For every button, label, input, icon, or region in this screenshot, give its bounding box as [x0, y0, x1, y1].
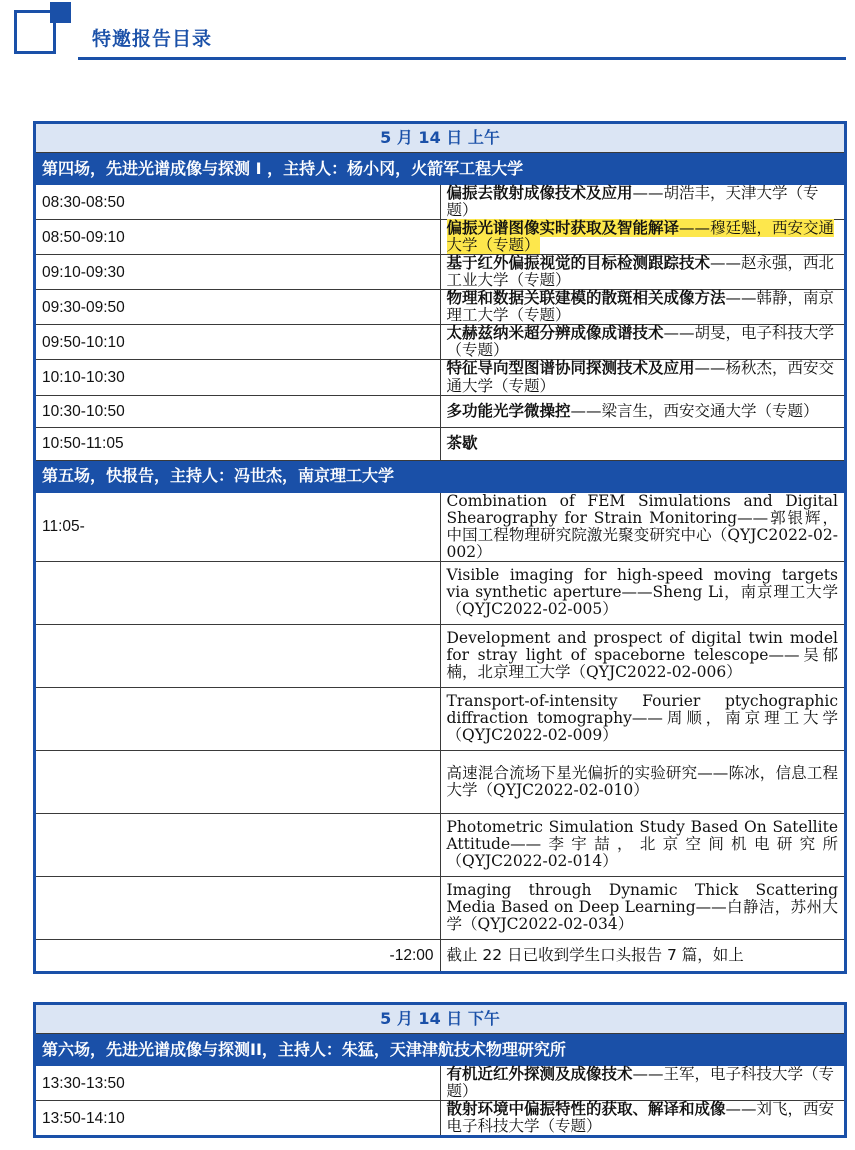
talk-topic: 物理和数据关联建模的散斑相关成像方法 [446, 289, 726, 308]
talk-cell [440, 185, 846, 220]
talk-cell: Photometric Simulation Study Based On Satellite Attitude——李宇喆，北京空间机电研究所（QYJC2022-02-014） [440, 813, 846, 876]
time-cell: 13:50-14:10 [35, 1101, 441, 1137]
highlighted-talk [447, 219, 835, 254]
note-cell: 截止 22 日已收到学生口头报告 7 篇，如上 [440, 939, 846, 973]
table-row [35, 876, 846, 939]
talk-speaker: ——穆廷魁，西安交通大学（专题） [446, 219, 835, 255]
talk-topic: 基于红外偏振视觉的目标检测跟踪技术 [446, 254, 711, 273]
table-row [35, 687, 846, 750]
time-cell: 08:50-09:10 [35, 220, 441, 255]
talk-cell [440, 290, 846, 325]
talk-cell [440, 360, 846, 395]
day-header-row [35, 123, 846, 153]
talk-topic: 有机近红外探测及成像技术 [446, 1065, 633, 1083]
talk-cell: Transport-of-intensity Fourier ptychographic diffraction tomography——周顺，南京理工大学（QYJC2022-02-009） [440, 687, 846, 750]
morning-schedule-table [33, 121, 847, 974]
talk-cell [440, 255, 846, 290]
time-cell: 13:30-13:50 [35, 1066, 441, 1101]
talk-topic: 偏振去散射成像技术及应用 [446, 184, 633, 202]
time-cell [35, 624, 441, 687]
afternoon-schedule-table [33, 1002, 847, 1138]
table-row [35, 939, 846, 973]
logo-corner-icon [50, 2, 71, 23]
table-row [35, 290, 846, 325]
talk-speaker: ——杨秋杰，西安交通大学（专题） [446, 359, 835, 395]
time-cell [35, 813, 441, 876]
page-title: 特邀报告目录 [92, 28, 213, 50]
time-cell [35, 687, 441, 750]
table-row [35, 255, 846, 290]
talk-cell [440, 1066, 846, 1101]
session-title: 第六场，先进光谱成像与探测II，主持人：朱猛，天津津航技术物理研究所 [35, 1034, 846, 1066]
talk-topic: 特征导向型图谱协同探测技术及应用 [446, 359, 695, 378]
time-cell: 09:50-10:10 [35, 325, 441, 360]
session-header-row [35, 153, 846, 185]
talk-cell [440, 1101, 846, 1137]
talk-topic: 太赫兹纳米超分辨成像成谱技术 [446, 324, 664, 343]
talk-cell: Imaging through Dynamic Thick Scattering Media Based on Deep Learning——白静洁，苏州大学（QYJC2022-02-034） [440, 876, 846, 939]
header-divider [78, 57, 846, 60]
table-row [35, 428, 846, 461]
table-row [35, 185, 846, 220]
table-row [35, 624, 846, 687]
table-row [35, 561, 846, 624]
session-title: 第五场，快报告，主持人：冯世杰，南京理工大学 [35, 460, 846, 492]
time-cell: 10:30-10:50 [35, 395, 441, 428]
time-cell: 10:50-11:05 [35, 428, 441, 461]
session-header-row [35, 460, 846, 492]
talk-cell: Combination of FEM Simulations and Digital Shearography for Strain Monitoring——郭银辉，中国工程物理研究院激光聚变研究中心（QYJC2022-02-002） [440, 492, 846, 561]
table-row [35, 360, 846, 395]
talk-topic: 偏振光谱图像实时获取及智能解译 [446, 219, 680, 238]
table-row [35, 1066, 846, 1101]
talk-topic: 多功能光学微操控 [446, 401, 571, 420]
talk-cell: Visible imaging for high-speed moving targets via synthetic aperture——Sheng Li，南京理工大学（QYJC2022-02-005） [440, 561, 846, 624]
talk-speaker: ——王军，电子科技大学（专题） [446, 1065, 835, 1101]
table-row [35, 750, 846, 813]
time-cell [35, 561, 441, 624]
talk-cell [440, 220, 846, 255]
talk-cell [440, 428, 846, 461]
table-row [35, 220, 846, 255]
talk-speaker: ——胡浩丰，天津大学（专题） [446, 184, 819, 220]
talk-cell: Development and prospect of digital twin model for stray light of spaceborne telescope——吴郁楠，北京理工大学（QYJC2022-02-006） [440, 624, 846, 687]
time-cell [35, 750, 441, 813]
talk-speaker: ——赵永强，西北工业大学（专题） [446, 254, 835, 290]
day-title: 5 月 14 日 下午 [35, 1004, 846, 1034]
talk-cell [440, 395, 846, 428]
table-row [35, 1101, 846, 1137]
time-cell: 09:10-09:30 [35, 255, 441, 290]
table-row [35, 813, 846, 876]
talk-topic: 散射环境中偏振特性的获取、解译和成像 [446, 1100, 726, 1119]
session-header-row [35, 1034, 846, 1066]
talk-speaker: ——韩静，南京理工大学（专题） [446, 289, 835, 325]
break-label: 茶歇 [446, 434, 478, 453]
time-cell: 09:30-09:50 [35, 290, 441, 325]
talk-cell: 高速混合流场下星光偏折的实验研究——陈冰，信息工程大学（QYJC2022-02-010） [440, 750, 846, 813]
table-row [35, 492, 846, 561]
day-header-row [35, 1004, 846, 1034]
session-title: 第四场，先进光谱成像与探测 I ，主持人：杨小冈，火箭军工程大学 [35, 153, 846, 185]
day-title: 5 月 14 日 上午 [35, 123, 846, 153]
talk-speaker: ——胡旻，电子科技大学（专题） [446, 324, 835, 360]
time-cell: 10:10-10:30 [35, 360, 441, 395]
time-cell [35, 876, 441, 939]
time-cell: 11:05- [35, 492, 441, 561]
talk-cell [440, 325, 846, 360]
time-cell: 08:30-08:50 [35, 185, 441, 220]
table-row [35, 325, 846, 360]
time-cell: -12:00 [35, 939, 441, 973]
table-row [35, 395, 846, 428]
talk-speaker: ——刘飞，西安电子科技大学（专题） [446, 1100, 835, 1136]
talk-speaker: ——梁言生，西安交通大学（专题） [570, 401, 819, 420]
page-header [0, 0, 855, 70]
